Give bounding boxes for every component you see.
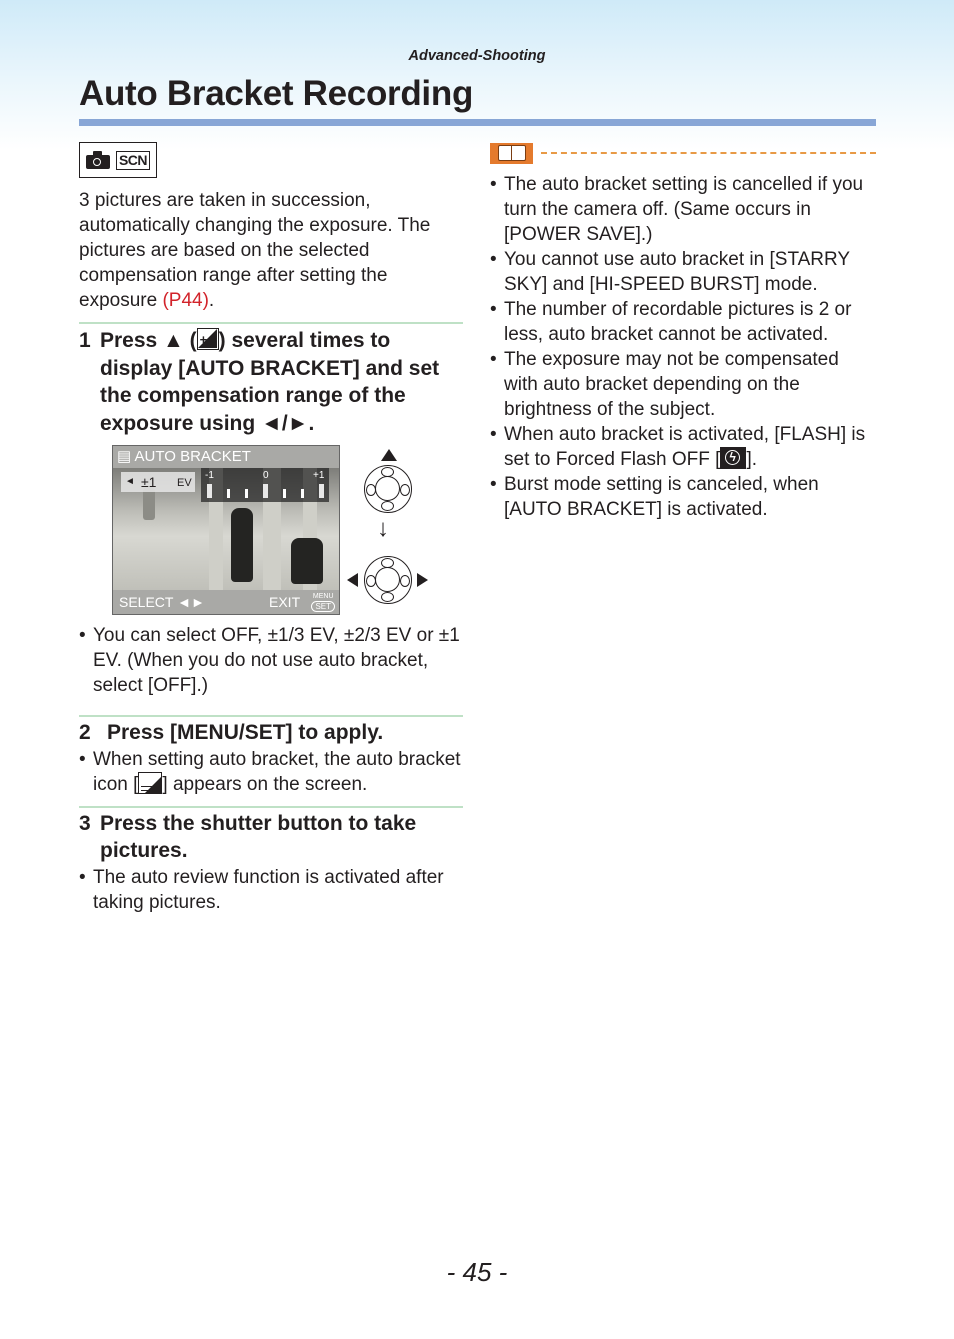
flash-off-icon: ϟ bbox=[720, 447, 746, 469]
scale-label-zero: 0 bbox=[263, 470, 269, 481]
bullet-dot: • bbox=[490, 174, 497, 195]
scn-icon: SCN bbox=[116, 151, 150, 170]
up-arrow-icon bbox=[381, 449, 397, 461]
bullet-text bbox=[93, 747, 463, 797]
left-column bbox=[79, 142, 463, 915]
title-rule bbox=[79, 119, 876, 126]
bullet-dot: • bbox=[79, 748, 86, 770]
step-divider bbox=[79, 806, 463, 808]
note-header bbox=[490, 142, 876, 164]
note-item bbox=[490, 472, 876, 522]
notes-list bbox=[490, 172, 876, 522]
exposure-compensation-icon: + bbox=[197, 328, 219, 350]
step-text-a: Press ▲ ( bbox=[100, 329, 197, 352]
note-text: The number of recordable pictures is 2 or less, auto bracket cannot be activated. bbox=[504, 299, 852, 345]
step-number: 1 bbox=[79, 329, 91, 352]
bullet-dot: • bbox=[79, 866, 86, 888]
step-divider bbox=[79, 322, 463, 324]
ev-scale bbox=[201, 468, 329, 502]
bullet-dot: • bbox=[490, 474, 497, 495]
note-dashed-line bbox=[541, 152, 876, 154]
left-arrow-icon: ◄ bbox=[125, 476, 135, 487]
screen-title-text: AUTO BRACKET bbox=[134, 448, 251, 465]
auto-bracket-icon bbox=[138, 772, 162, 794]
down-arrow-icon: ↓ bbox=[377, 515, 389, 542]
step-text-b: ) several times to display [AUTO BRACKET] and set the compensation range of the exposure using ◄/►. bbox=[100, 329, 440, 435]
bullet-text: You can select OFF, ±1/3 EV, ±2/3 EV or ±1 EV. (When you do not use auto bracket, select [OFF].) bbox=[93, 625, 460, 696]
select-label: SELECT ◄► bbox=[119, 594, 205, 610]
step-2-bullet bbox=[79, 747, 463, 797]
ev-value: ±1 bbox=[141, 474, 157, 490]
camera-screen bbox=[112, 445, 340, 615]
scale-label-minus: -1 bbox=[205, 470, 214, 481]
note-text: Burst mode setting is canceled, when [AUTO BRACKET] is activated. bbox=[504, 474, 819, 520]
ev-unit: EV bbox=[177, 477, 192, 489]
intro-body: 3 pictures are taken in succession, automatically changing the exposure. The pictures are based on the selected compensation range after setting the exposure bbox=[79, 190, 431, 311]
step-1 bbox=[79, 327, 463, 437]
bullet-dot: • bbox=[490, 299, 497, 320]
bullet-text-b: ] appears on the screen. bbox=[162, 773, 368, 795]
menu-label: MENU bbox=[312, 593, 334, 600]
step-text: Press [MENU/SET] to apply. bbox=[107, 721, 384, 744]
cursor-button-icon bbox=[364, 465, 412, 513]
exit-label: EXIT bbox=[269, 594, 301, 610]
intro-end: . bbox=[208, 290, 215, 311]
note-text-b: ]. bbox=[746, 449, 758, 470]
notes-column bbox=[490, 142, 876, 522]
left-arrow-icon bbox=[347, 573, 358, 587]
step-number: 2 bbox=[79, 721, 91, 744]
bracket-small-icon: ▤ bbox=[117, 448, 135, 465]
figure-auto-bracket bbox=[79, 445, 463, 613]
screen-footer bbox=[113, 590, 339, 614]
note-text: The exposure may not be compensated with auto bracket depending on the brightness of the subject. bbox=[504, 349, 839, 420]
step-text: Press the shutter button to take pictures. bbox=[100, 811, 417, 862]
note-text bbox=[504, 422, 876, 472]
step-text bbox=[100, 327, 463, 437]
menu-set-icon bbox=[311, 593, 335, 612]
bullet-dot: • bbox=[490, 249, 497, 270]
scale-label-plus: +1 bbox=[313, 470, 325, 481]
screen-title bbox=[113, 446, 339, 468]
page-link[interactable]: (P44) bbox=[162, 290, 209, 311]
right-arrow-icon bbox=[417, 573, 428, 587]
note-item bbox=[490, 297, 876, 347]
mode-box bbox=[79, 142, 157, 178]
step-3-bullet bbox=[79, 865, 463, 915]
note-text: You cannot use auto bracket in [STARRY SKY] and [HI-SPEED BURST] mode. bbox=[504, 249, 850, 295]
step-1-bullet bbox=[79, 623, 463, 698]
bullet-text: The auto review function is activated after taking pictures. bbox=[93, 866, 444, 913]
set-label: SET bbox=[311, 601, 335, 612]
note-item bbox=[490, 247, 876, 297]
note-book-icon bbox=[490, 143, 533, 164]
bullet-dot: • bbox=[79, 625, 86, 646]
note-item bbox=[490, 422, 876, 472]
bullet-dot: • bbox=[490, 424, 497, 445]
section-label: Advanced-Shooting bbox=[408, 48, 546, 64]
cursor-button-icon-2 bbox=[364, 556, 412, 604]
note-item bbox=[490, 172, 876, 247]
page-title: Auto Bracket Recording bbox=[79, 74, 474, 113]
note-text-a: When auto bracket is activated, [FLASH] is set to Forced Flash OFF [ bbox=[504, 424, 866, 470]
step-divider bbox=[79, 715, 463, 717]
step-number: 3 bbox=[79, 811, 91, 835]
bullet-dot: • bbox=[490, 349, 497, 370]
step-2 bbox=[79, 719, 463, 747]
bullet-text-a: When setting auto bracket, the auto bracket icon [ bbox=[93, 748, 461, 795]
note-text: The auto bracket setting is cancelled if you turn the camera off. (Same occurs in [POWER SAVE].) bbox=[504, 174, 864, 245]
camera-icon bbox=[86, 151, 110, 169]
ev-value-box bbox=[121, 472, 195, 492]
note-item bbox=[490, 347, 876, 422]
intro-text bbox=[79, 188, 463, 313]
page-number: - 45 - bbox=[446, 1257, 508, 1287]
step-3 bbox=[79, 810, 463, 865]
